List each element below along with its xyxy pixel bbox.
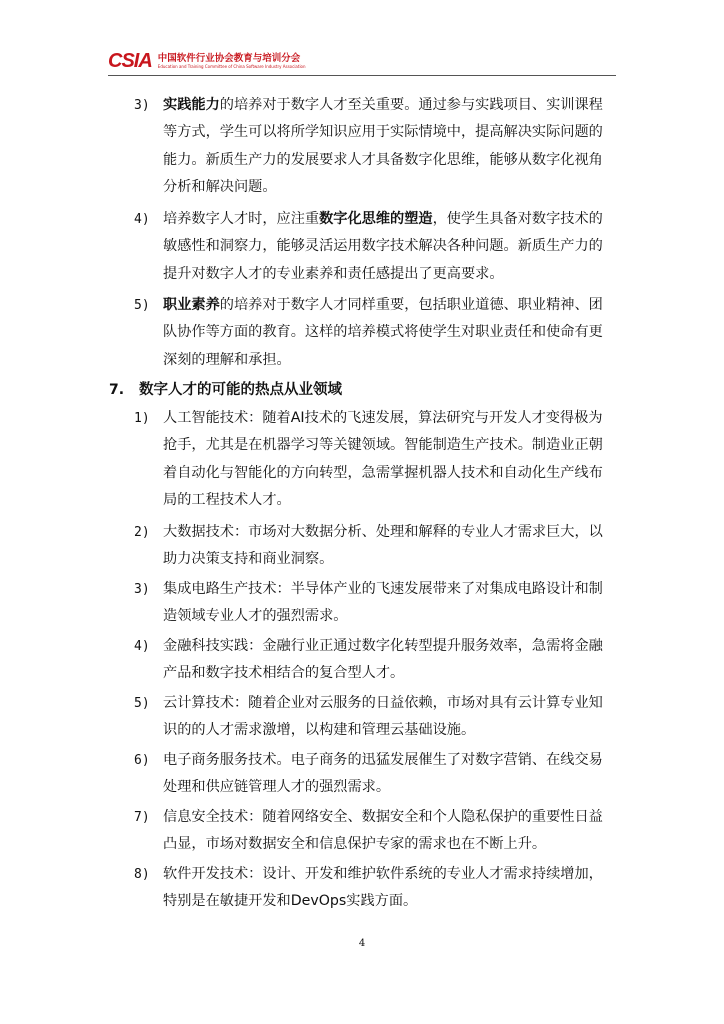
header-divider bbox=[108, 75, 616, 76]
list-item: 电子商务服务技术。电子商务的迅猛发展催生了对数字营销、在线交易处理和供应链管理人才的强烈需求。 bbox=[163, 752, 603, 796]
list-number: 6) bbox=[134, 753, 150, 768]
bold-term: 职业素养 bbox=[163, 297, 220, 313]
list-item: 大数据技术：市场对大数据分析、处理和解释的专业人才需求巨大，以助力决策支持和商业洞察。 bbox=[163, 524, 603, 568]
bold-term: 数字化思维的塑造 bbox=[319, 211, 433, 227]
list-number: 4) bbox=[134, 639, 150, 654]
page-number: 4 bbox=[358, 938, 366, 949]
section-number: 7. bbox=[109, 382, 125, 398]
item-text: 的培养对于数字人才同样重要，包括职业道德、职业精神、团队协作等方面的教育。这样的培养模式将使学生对职业责任和使命有更深刻的理解和承担。 bbox=[163, 297, 603, 368]
list-item: 集成电路生产技术：半导体产业的飞速发展带来了对集成电路设计和制造领域专业人才的强烈需求。 bbox=[163, 581, 603, 625]
list-number: 7) bbox=[134, 810, 150, 825]
list-item bbox=[163, 92, 616, 202]
list-number: 3) bbox=[134, 582, 150, 597]
list-number: 8) bbox=[134, 867, 150, 882]
item-text: 培养数字人才时，应注重 bbox=[163, 211, 320, 227]
org-name-en: Education and Training Committee of China Software Industry Association bbox=[157, 63, 306, 69]
list-item: 人工智能技术：随着AI技术的飞速发展，算法研究与开发人才变得极为抢手，尤其是在机器学习等关键领域。智能制造生产技术。制造业正朝着自动化与智能化的方向转型，急需掌握机器人技术和自动化生产线布局的工程技术人才。 bbox=[163, 410, 603, 509]
list-item bbox=[163, 292, 616, 374]
list-number: 2) bbox=[134, 525, 150, 540]
item-text: ，使学生具备对数字技术的敏感性和洞察力，能够灵活运用数字技术解决各种问题。新质生产力的提升对数字人才的专业素养和责任感提出了更高要求。 bbox=[163, 211, 603, 282]
logo-text bbox=[158, 53, 306, 70]
section-heading: 数字人才的可能的热点从业领域 bbox=[139, 382, 342, 398]
list-item: 信息安全技术：随着网络安全、数据安全和个人隐私保护的重要性日益凸显，市场对数据安全和信息保护专家的需求也在不断上升。 bbox=[163, 809, 603, 853]
list-number: 5) bbox=[134, 298, 150, 313]
list-number: 1) bbox=[134, 411, 150, 426]
bold-term: 实践能力 bbox=[163, 97, 220, 113]
list-item: 云计算技术：随着企业对云服务的日益依赖，市场对具有云计算专业知识的的人才需求激增，以构建和管理云基础设施。 bbox=[163, 695, 603, 739]
page-header bbox=[108, 50, 616, 76]
item-text: 的培养对于数字人才至关重要。通过参与实践项目、实训课程等方式，学生可以将所学知识应用于实际情境中，提高解决实际问题的能力。新质生产力的发展要求人才具备数字化思维，能够从数字化视角分析和解决问题。 bbox=[163, 97, 603, 196]
csia-logo bbox=[108, 50, 306, 72]
list-number: 5) bbox=[134, 696, 150, 711]
csia-logo-mark: CSIA bbox=[108, 50, 152, 72]
org-name-cn: 中国软件行业协会教育与培训分会 bbox=[157, 52, 301, 64]
list-number: 3) bbox=[134, 98, 150, 113]
list-number: 4) bbox=[134, 212, 150, 227]
list-item: 金融科技实践：金融行业正通过数字化转型提升服务效率，急需将金融产品和数字技术相结合的复合型人才。 bbox=[163, 638, 603, 682]
list-item: 软件开发技术：设计、开发和维护软件系统的专业人才需求持续增加，特别是在敏捷开发和DevOps实践方面。 bbox=[163, 866, 603, 910]
list-item bbox=[163, 206, 616, 288]
